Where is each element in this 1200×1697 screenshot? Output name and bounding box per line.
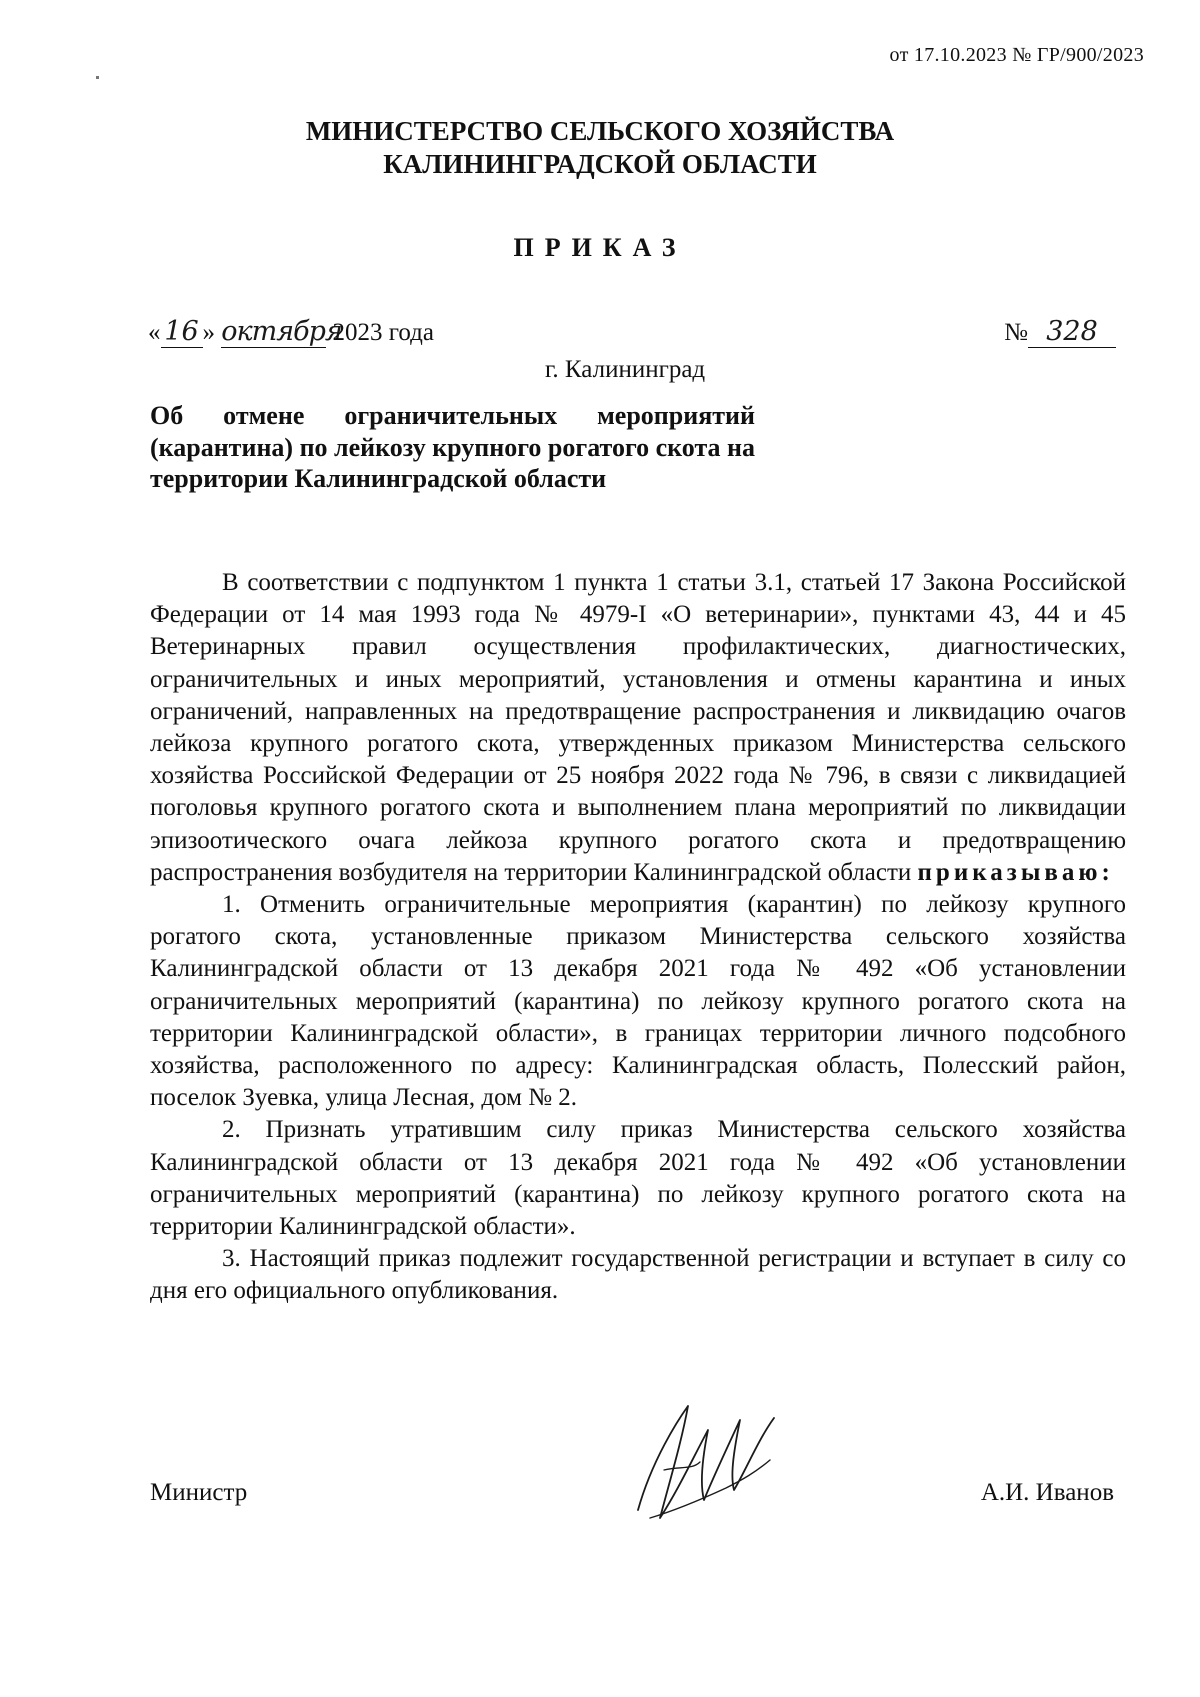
ministry-name-line2: КАЛИНИНГРАДСКОЙ ОБЛАСТИ bbox=[383, 149, 817, 179]
ministry-name-line1: МИНИСТЕРСТВО СЕЛЬСКОГО ХОЗЯЙСТВА bbox=[305, 116, 895, 146]
city-line: г. Калининград bbox=[545, 356, 706, 383]
signatory-name: А.И. Иванов bbox=[980, 1479, 1114, 1506]
signatory-position: Министр bbox=[150, 1479, 248, 1506]
order-item-2: 2. Признать утратившим силу приказ Министерства сельского хозяйства Калининградской области от 13 декабря 2021 года № 492 «Об установлении ограничительных мероприятий (карантина) по лейкозу крупного рогатого скота на территории Калининградской области». bbox=[150, 1116, 1126, 1241]
order-number bbox=[1004, 316, 1116, 348]
number-prefix: № bbox=[1004, 319, 1028, 346]
order-date bbox=[148, 316, 434, 348]
scan-speck bbox=[96, 76, 99, 79]
registration-stamp: от 17.10.2023 № ГР/900/2023 bbox=[889, 44, 1144, 66]
handwritten-month: октября bbox=[221, 316, 342, 347]
document-type-title: ПРИКАЗ bbox=[513, 233, 687, 262]
preamble-text: В соответствии с подпунктом 1 пункта 1 статьи 3.1, статьей 17 Закона Российской Федерации от 14 мая 1993 года № 4979-I «О ветеринарии», пунктами 43, 44 и 45 Ветеринарных правил осуществления профилактических, диагностических, ограничительных и иных мероприятий, установления и отмены карантина и иных ограничений, направленных на предотвращение распространения и ликвидацию очагов лейкоза крупного рогатого скота, утвержденных приказом Министерства сельского хозяйства Российской Федерации от 25 ноября 2022 года № 796, в связи с ликвидацией поголовья крупного рогатого скота и выполнением плана мероприятий по ликвидации эпизоотического очага лейкоза крупного рогатого скота и предотвращению распространения возбудителя на территории Калининградской области bbox=[150, 569, 1126, 886]
order-item-1: 1. Отменить ограничительные мероприятия (карантин) по лейкозу крупного рогатого скота, установленные приказом Министерства сельского хозяйства Калининградской области от 13 декабря 2021 года № 492 «Об установлении ограничительных мероприятий (карантина) по лейкозу крупного рогатого скота на территории Калининградской области», в границах территории личного подсобного хозяйства, расположенного по адресу: Калининградская область, Полесский район, поселок Зуевка, улица Лесная, дом № 2. bbox=[150, 891, 1126, 1112]
handwritten-number: 328 bbox=[1028, 316, 1116, 348]
preamble-paragraph bbox=[150, 567, 1126, 889]
order-word: приказываю: bbox=[917, 858, 1114, 886]
handwritten-signature bbox=[630, 1400, 780, 1525]
date-year: 2023 года bbox=[332, 319, 434, 346]
date-open-quote: « bbox=[148, 319, 161, 346]
date-close-quote: » bbox=[202, 319, 215, 346]
order-body bbox=[150, 567, 1126, 1308]
handwritten-day: 16 bbox=[161, 316, 203, 348]
ministry-header bbox=[0, 115, 1200, 181]
order-item-3: 3. Настоящий приказ подлежит государственной регистрации и вступает в силу со дня его официального опубликования. bbox=[150, 1245, 1126, 1305]
order-subject: Об отмене ограничительных мероприятий (карантина) по лейкозу крупного рогатого скота на территории Калининградской области bbox=[150, 401, 756, 493]
